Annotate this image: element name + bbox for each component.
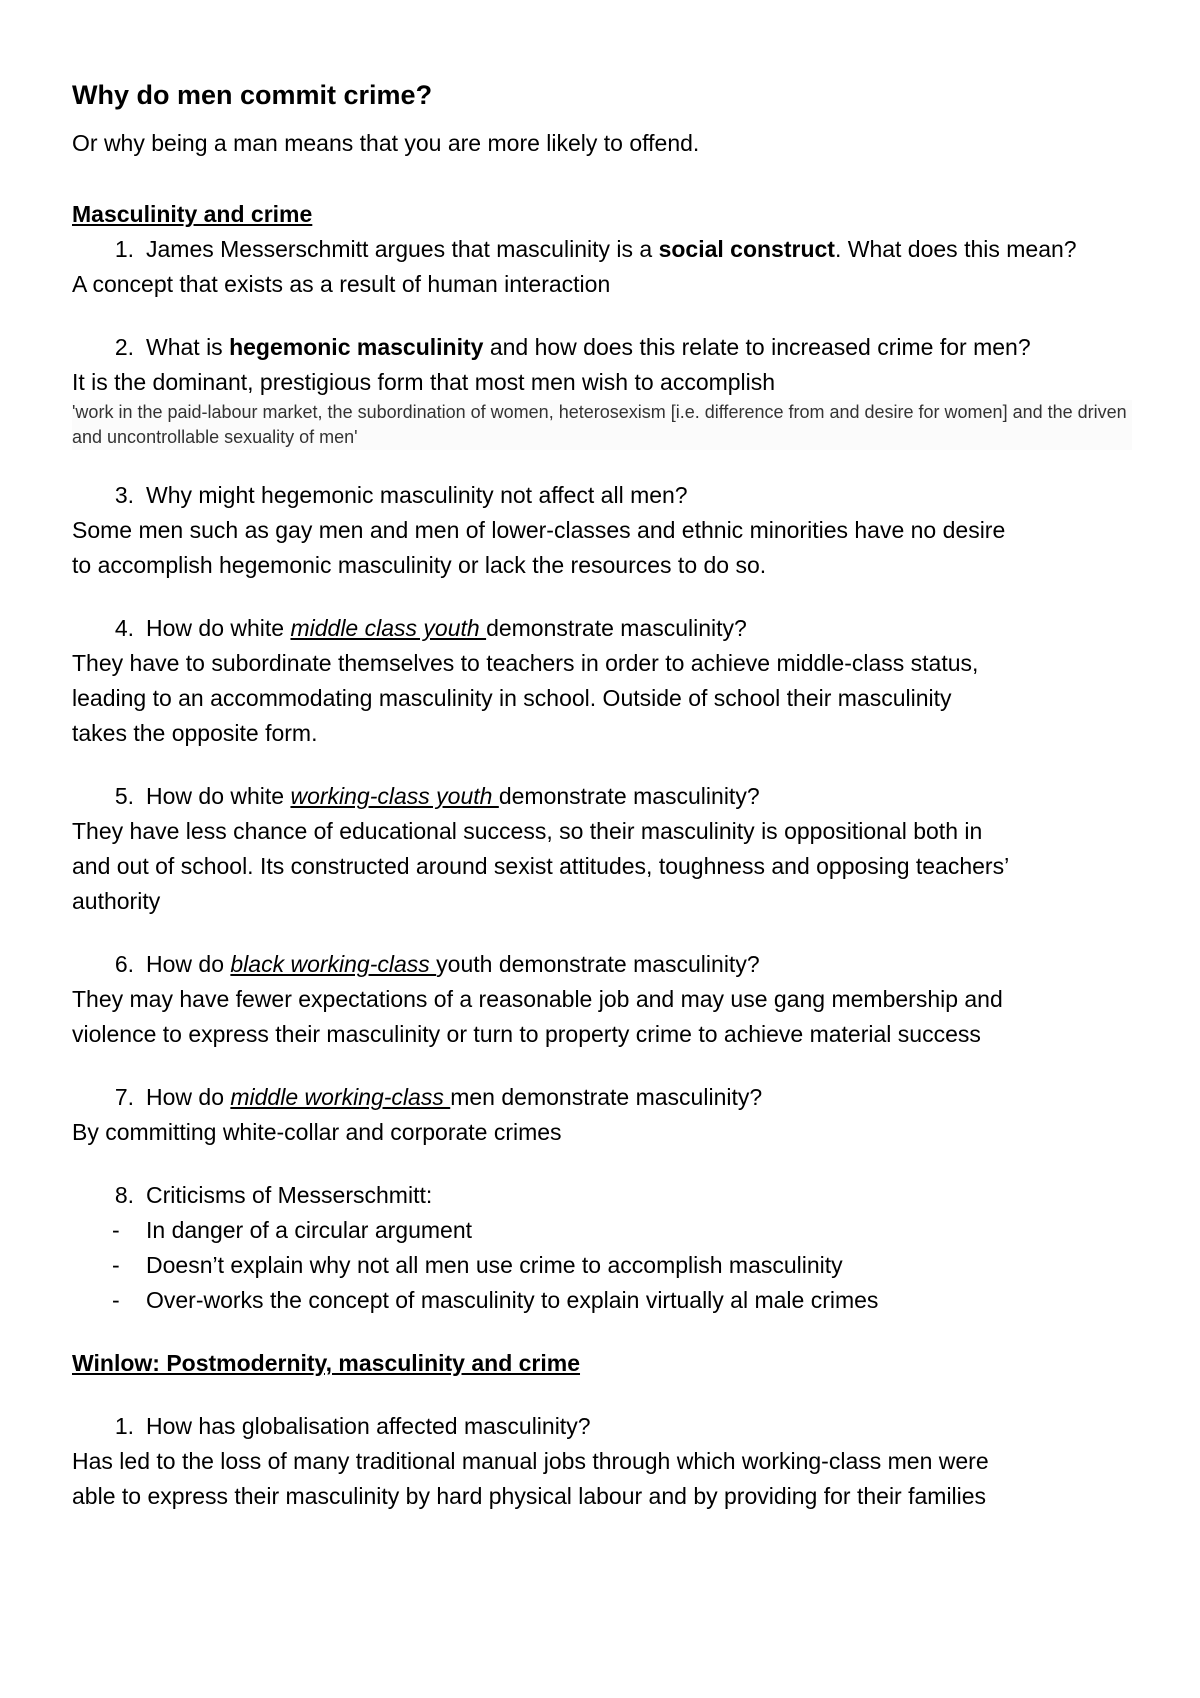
question-winlow-1 xyxy=(72,1409,1132,1444)
criticism-item xyxy=(72,1283,1132,1318)
answer-5-line-2: and out of school. Its constructed around sexist attitudes, toughness and opposing teachers’ xyxy=(72,853,1010,879)
question-text: Why might hegemonic masculinity not affect all men? xyxy=(146,482,688,508)
question-number: 1. xyxy=(114,1413,134,1439)
question-6 xyxy=(72,947,1132,982)
emphasized-term: black working-class xyxy=(230,951,437,977)
quotation: 'work in the paid-labour market, the subordination of women, heterosexism [i.e. difference from and desire for women] and the driven and uncontrollable sexuality of men' xyxy=(72,400,1132,450)
question-number: 1. xyxy=(114,236,134,262)
question-7 xyxy=(72,1080,1132,1115)
emphasized-term: middle working-class xyxy=(230,1084,451,1110)
question-number: 8. xyxy=(114,1182,134,1208)
criticism-text: Doesn’t explain why not all men use crime to accomplish masculinity xyxy=(146,1252,843,1278)
answer-4-line-2: leading to an accommodating masculinity in school. Outside of school their masculinity xyxy=(72,685,952,711)
dash-bullet: - xyxy=(112,1217,120,1243)
answer-2: It is the dominant, prestigious form that most men wish to accomplish xyxy=(72,369,776,395)
answer-1: A concept that exists as a result of human interaction xyxy=(72,271,611,297)
question-text: What is hegemonic masculinity and how does this relate to increased crime for men? xyxy=(146,334,1031,360)
section-heading-masculinity: Masculinity and crime xyxy=(72,201,313,227)
question-4 xyxy=(72,611,1132,646)
dash-bullet: - xyxy=(112,1252,120,1278)
answer-5-line-3: authority xyxy=(72,888,161,914)
bold-term: hegemonic masculinity xyxy=(229,334,484,360)
question-8 xyxy=(72,1178,1132,1213)
answer-6-line-1: They may have fewer expectations of a reasonable job and may use gang membership and xyxy=(72,986,1003,1012)
section-heading-winlow: Winlow: Postmodernity, masculinity and crime xyxy=(72,1350,581,1376)
question-number: 7. xyxy=(114,1084,134,1110)
question-5 xyxy=(72,779,1132,814)
question-text: How do black working-class youth demonstrate masculinity? xyxy=(146,951,760,977)
question-text: How do middle working-class men demonstrate masculinity? xyxy=(146,1084,763,1110)
criticism-item xyxy=(72,1248,1132,1283)
question-text: How do white middle class youth demonstrate masculinity? xyxy=(146,615,747,641)
question-number: 3. xyxy=(114,482,134,508)
question-2 xyxy=(72,330,1132,365)
emphasized-term: middle class youth xyxy=(290,615,487,641)
answer-6-line-2: violence to express their masculinity or turn to property crime to achieve material success xyxy=(72,1021,981,1047)
subtitle: Or why being a man means that you are more likely to offend. xyxy=(72,130,700,156)
question-number: 4. xyxy=(114,615,134,641)
answer-7: By committing white-collar and corporate crimes xyxy=(72,1119,562,1145)
answer-5-line-1: They have less chance of educational success, so their masculinity is oppositional both in xyxy=(72,818,983,844)
question-number: 6. xyxy=(114,951,134,977)
question-text: James Messerschmitt argues that masculinity is a social construct. What does this mean? xyxy=(146,236,1077,262)
criticism-text: Over-works the concept of masculinity to explain virtually al male crimes xyxy=(146,1287,879,1313)
answer-winlow-1-line-1: Has led to the loss of many traditional manual jobs through which working-class men were xyxy=(72,1448,989,1474)
answer-3-line-1: Some men such as gay men and men of lower-classes and ethnic minorities have no desire xyxy=(72,517,1006,543)
criticism-item xyxy=(72,1213,1132,1248)
answer-4-line-3: takes the opposite form. xyxy=(72,720,318,746)
document-page xyxy=(72,78,1132,1514)
question-number: 2. xyxy=(114,334,134,360)
question-text: How has globalisation affected masculinity? xyxy=(146,1413,591,1439)
answer-3-line-2: to accomplish hegemonic masculinity or lack the resources to do so. xyxy=(72,552,767,578)
question-number: 5. xyxy=(114,783,134,809)
question-3 xyxy=(72,478,1132,513)
question-text: How do white working-class youth demonstrate masculinity? xyxy=(146,783,760,809)
question-1 xyxy=(72,232,1132,267)
bold-term: social construct xyxy=(658,236,835,262)
criticism-text: In danger of a circular argument xyxy=(146,1217,473,1243)
dash-bullet: - xyxy=(112,1287,120,1313)
question-text: Criticisms of Messerschmitt: xyxy=(146,1182,433,1208)
answer-winlow-1-line-2: able to express their masculinity by hard physical labour and by providing for their families xyxy=(72,1483,987,1509)
emphasized-term: working-class youth xyxy=(290,783,499,809)
answer-4-line-1: They have to subordinate themselves to teachers in order to achieve middle-class status, xyxy=(72,650,979,676)
page-title: Why do men commit crime? xyxy=(72,80,433,110)
